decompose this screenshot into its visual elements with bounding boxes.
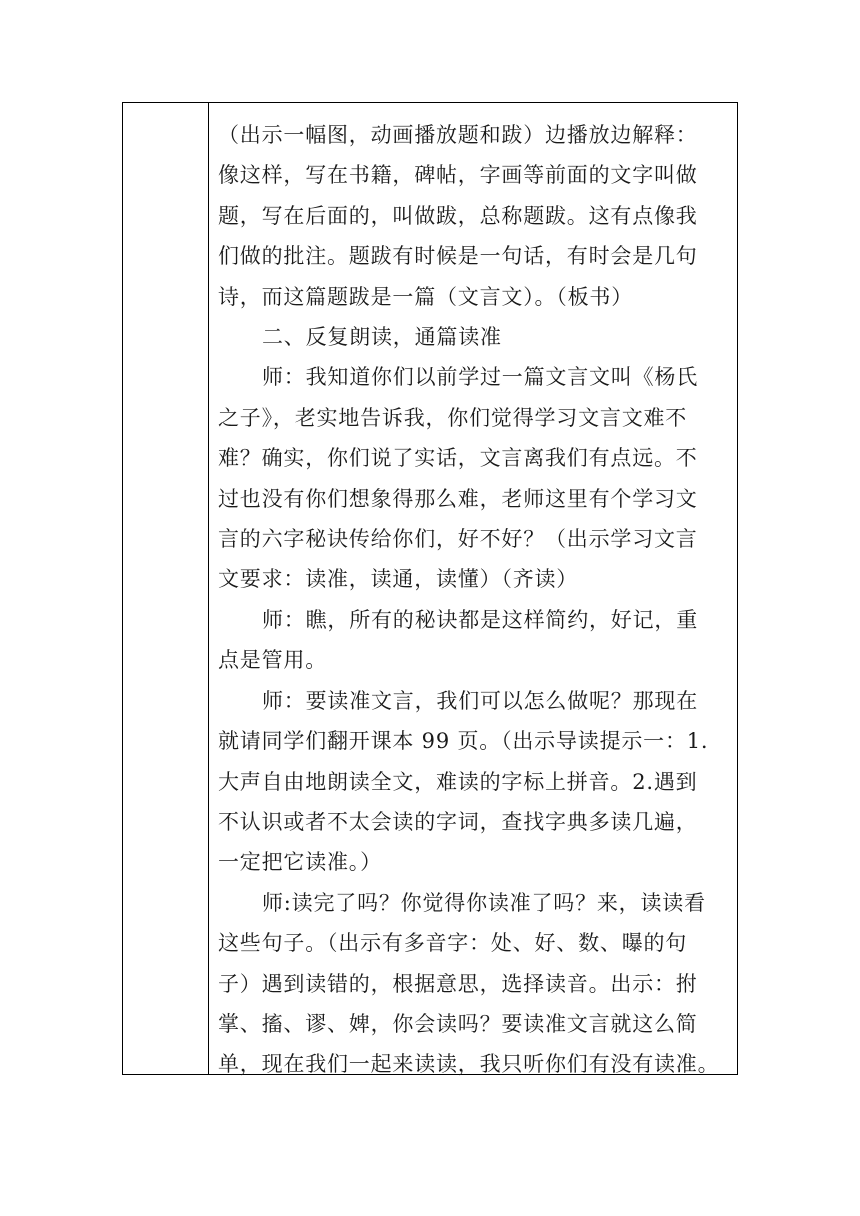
text-line: 一定把它读准。） [218,850,382,875]
text-line: 诗，而这篇题跋是一篇（文言文）。（板书） [218,284,633,309]
paragraph-teacher-1 [218,357,737,599]
text-line: 单，现在我们一起来读读，我只听你们有没有读准。 [218,1052,720,1077]
text-line: 不认识或者不太会读的字词，查找字典多读几遍， [218,809,698,834]
text-line: 师：我知道你们以前学过一篇文言文叫《杨氏 [262,365,698,390]
text-line: 们做的批注。题跋有时候是一句话，有时会是几句 [218,244,698,269]
paragraph-intro [218,115,737,317]
paragraph-teacher-3 [218,681,737,883]
table-left-cell [123,103,209,1074]
text-line: 师:读完了吗？你觉得你读准了吗？来，读读看 [262,890,706,915]
text-line: 子）遇到读错的，根据意思，选择读音。出示：拊 [218,971,698,996]
text-line: 师：瞧，所有的秘诀都是这样简约，好记，重 [262,607,698,632]
text-line: 师：要读准文言，我们可以怎么做呢？那现在 [262,688,698,713]
text-line: 二、反复朗读，通篇读准 [262,325,502,350]
text-line: 这些句子。（出示有多音字：处、好、数、曝的句 [218,931,688,956]
text-line: 过也没有你们想象得那么难，老师这里有个学习文 [218,486,698,511]
paragraph-teacher-2 [218,600,737,681]
text-line: （出示一幅图，动画播放题和跋）边播放边解释： [218,123,698,147]
text-line: 之子》，老实地告诉我，你们觉得学习文言文难不 [218,405,688,430]
text-line: 掌、搐、谬、婢，你会读吗？要读准文言就这么简 [218,1011,698,1036]
text-line: 大声自由地朗读全文，难读的字标上拼音。2.遇到 [218,769,698,794]
text-line: 文要求：读准，读通，读懂）（齐读） [218,567,579,592]
text-line: 难？确实，你们说了实话，文言离我们有点远。不 [218,446,698,471]
paragraph-teacher-4 [218,883,737,1085]
text-line: 就请同学们翻开课本 99 页。（出示导读提示一：1. [218,729,709,754]
table-content-cell [209,103,737,1077]
section-heading [218,317,737,357]
text-line: 点是管用。 [218,648,327,673]
lesson-table [122,102,738,1075]
text-line: 题，写在后面的，叫做跋，总称题跋。这有点像我 [218,203,698,228]
text-line: 言的六字秘诀传给你们，好不好？（出示学习文言 [218,527,698,552]
text-line: 像这样，写在书籍，碑帖，字画等前面的文字叫做 [218,163,698,188]
